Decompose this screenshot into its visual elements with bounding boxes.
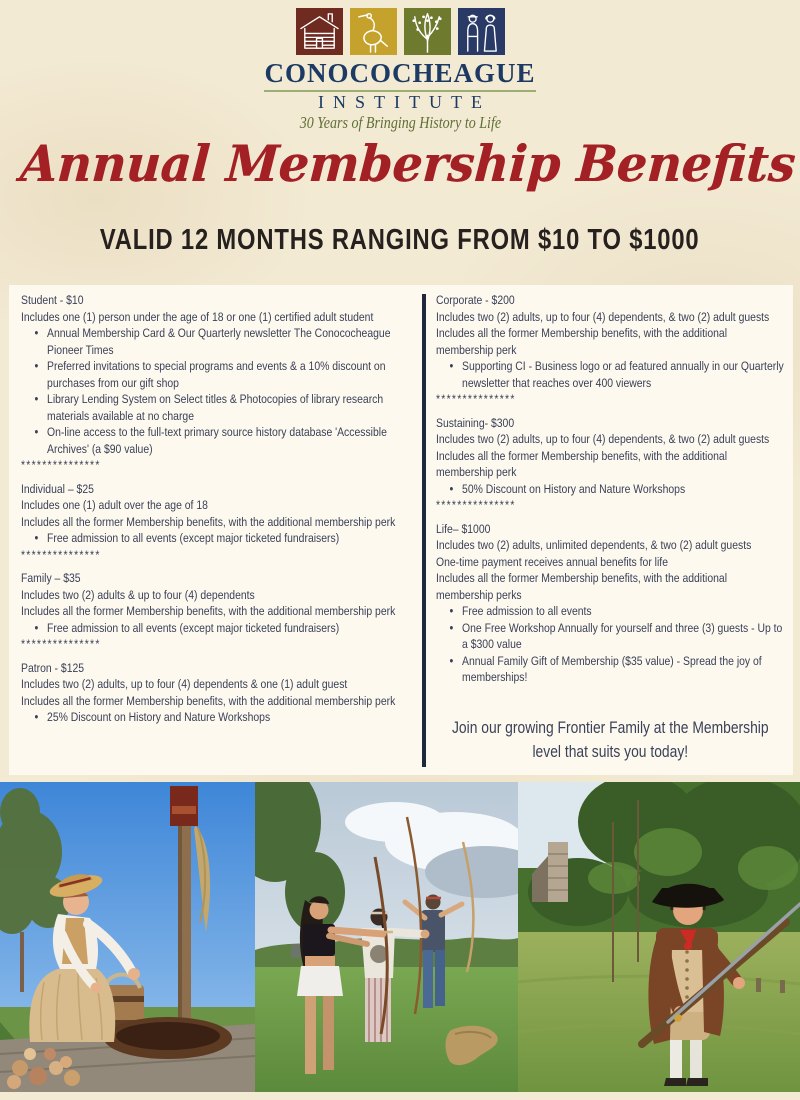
column-divider [422, 294, 426, 767]
benefit-item: • 50% Discount on History and Nature Workshops [448, 481, 785, 498]
membership-column-left [21, 292, 414, 769]
benefit-item: • 25% Discount on History and Nature Workshops [33, 709, 414, 726]
hearth-cooking-photo [0, 782, 255, 1092]
tier-title: Individual – $25 [21, 481, 94, 496]
militiaman-photo [518, 782, 800, 1092]
tier-title: Student - $10 [21, 293, 84, 307]
tier-description: Includes two (2) adults, unlimited dependents, & two (2) adult guests [436, 538, 752, 552]
tier-benefits-list [21, 325, 414, 457]
tier-benefits-list [21, 620, 414, 637]
membership-tier [21, 570, 414, 653]
wooden-bowl [104, 1017, 232, 1059]
membership-tier [21, 481, 414, 564]
colonial-couple-icon [458, 8, 505, 55]
logo-tiles [0, 8, 800, 55]
org-name: CONOCOCHEAGUE [0, 58, 800, 92]
heron-icon [350, 8, 397, 55]
archery-photo [255, 782, 518, 1092]
page-subtitle: VALID 12 MONTHS RANGING FROM $10 TO $1000 [100, 224, 700, 256]
tier-separator: *************** [21, 547, 101, 562]
benefit-item: • Free admission to all events (except major ticketed fundraisers) [33, 530, 414, 547]
closing-message: Join our growing Frontier Family at the Membership level that suits you today! [451, 718, 769, 762]
tier-separator: *************** [436, 498, 516, 512]
tier-title: Patron - $125 [21, 660, 85, 675]
tier-description: Includes all the former Membership benefits, with the additional membership perk [21, 693, 396, 708]
benefit-item: • One Free Workshop Annually for yourself and three (3) guests - Up to a $300 value [448, 620, 785, 653]
photo-strip [0, 782, 800, 1092]
membership-column-right [436, 292, 800, 769]
membership-tier [21, 292, 414, 474]
membership-tier [436, 521, 785, 686]
tier-benefits-list [436, 481, 785, 498]
benefit-item: • Library Lending System on Select titles & Photocopies of library research materials available at no charge [33, 391, 414, 424]
tier-description: Includes all the former Membership benefits, with the additional membership perks [436, 571, 728, 602]
benefit-item: • Supporting CI - Business logo or ad featured annually in our Quarterly newsletter that reaches over 400 viewers [448, 358, 785, 391]
tier-benefits-list [436, 358, 785, 391]
tier-title: Corporate - $200 [436, 293, 515, 307]
orchard-tree-icon [404, 8, 451, 55]
tier-description: Includes all the former Membership benefits, with the additional membership perk [436, 448, 728, 479]
tier-separator: *************** [21, 637, 101, 651]
benefit-item: • On-line access to the full-text primary source history database 'Accessible Archives' (a $90 value) [33, 424, 414, 457]
org-tagline: 30 Years of Bringing History to Life [299, 113, 501, 132]
tier-title: Family – $35 [21, 571, 81, 585]
tier-title: Life– $1000 [436, 521, 491, 536]
tier-description: Includes two (2) adults & up to four (4) dependents [21, 587, 255, 602]
benefit-item: • Annual Membership Card & Our Quarterly newsletter The Conococheague Pioneer Times [33, 325, 414, 358]
tier-description: Includes all the former Membership benefits, with the additional membership perk [21, 514, 396, 529]
benefit-item: • Preferred invitations to special programs and events & a 10% discount on purchases from our gift shop [33, 358, 414, 391]
tier-description: Includes all the former Membership benefits, with the additional membership perk [21, 604, 396, 618]
tier-description: Includes two (2) adults, up to four (4) dependents & one (1) adult guest [21, 677, 348, 691]
tier-description: Includes one (1) person under the age of 18 or one (1) certified adult student [21, 309, 374, 324]
benefit-item: • Free admission to all events (except major ticketed fundraisers) [33, 620, 414, 637]
tier-benefits-list [436, 603, 785, 686]
tier-title: Sustaining- $300 [436, 415, 515, 430]
membership-tier [436, 415, 785, 514]
tier-description: Includes two (2) adults, up to four (4) dependents, & two (2) adult guests [436, 309, 770, 324]
tier-description: Includes two (2) adults, up to four (4) dependents, & two (2) adult guests [436, 432, 770, 446]
page-title: Annual Membership Benefits [18, 134, 798, 193]
benefit-item: • Free admission to all events [448, 603, 785, 620]
membership-tier [436, 292, 785, 408]
tier-description: One-time payment receives annual benefits for life [436, 554, 668, 569]
membership-tier [21, 660, 414, 726]
tier-separator: *************** [436, 392, 516, 406]
benefit-item: • Annual Family Gift of Membership ($35 value) - Spread the joy of memberships! [448, 653, 785, 686]
tier-separator: *************** [21, 458, 101, 472]
tier-benefits-list [21, 530, 414, 547]
tier-benefits-list [21, 709, 414, 726]
membership-panel [9, 285, 793, 775]
tier-description: Includes one (1) adult over the age of 18 [21, 498, 208, 512]
tier-description: Includes all the former Membership benefits, with the additional membership perk [436, 326, 728, 357]
log-house-icon [296, 8, 343, 55]
org-subname: INSTITUTE [318, 92, 491, 112]
